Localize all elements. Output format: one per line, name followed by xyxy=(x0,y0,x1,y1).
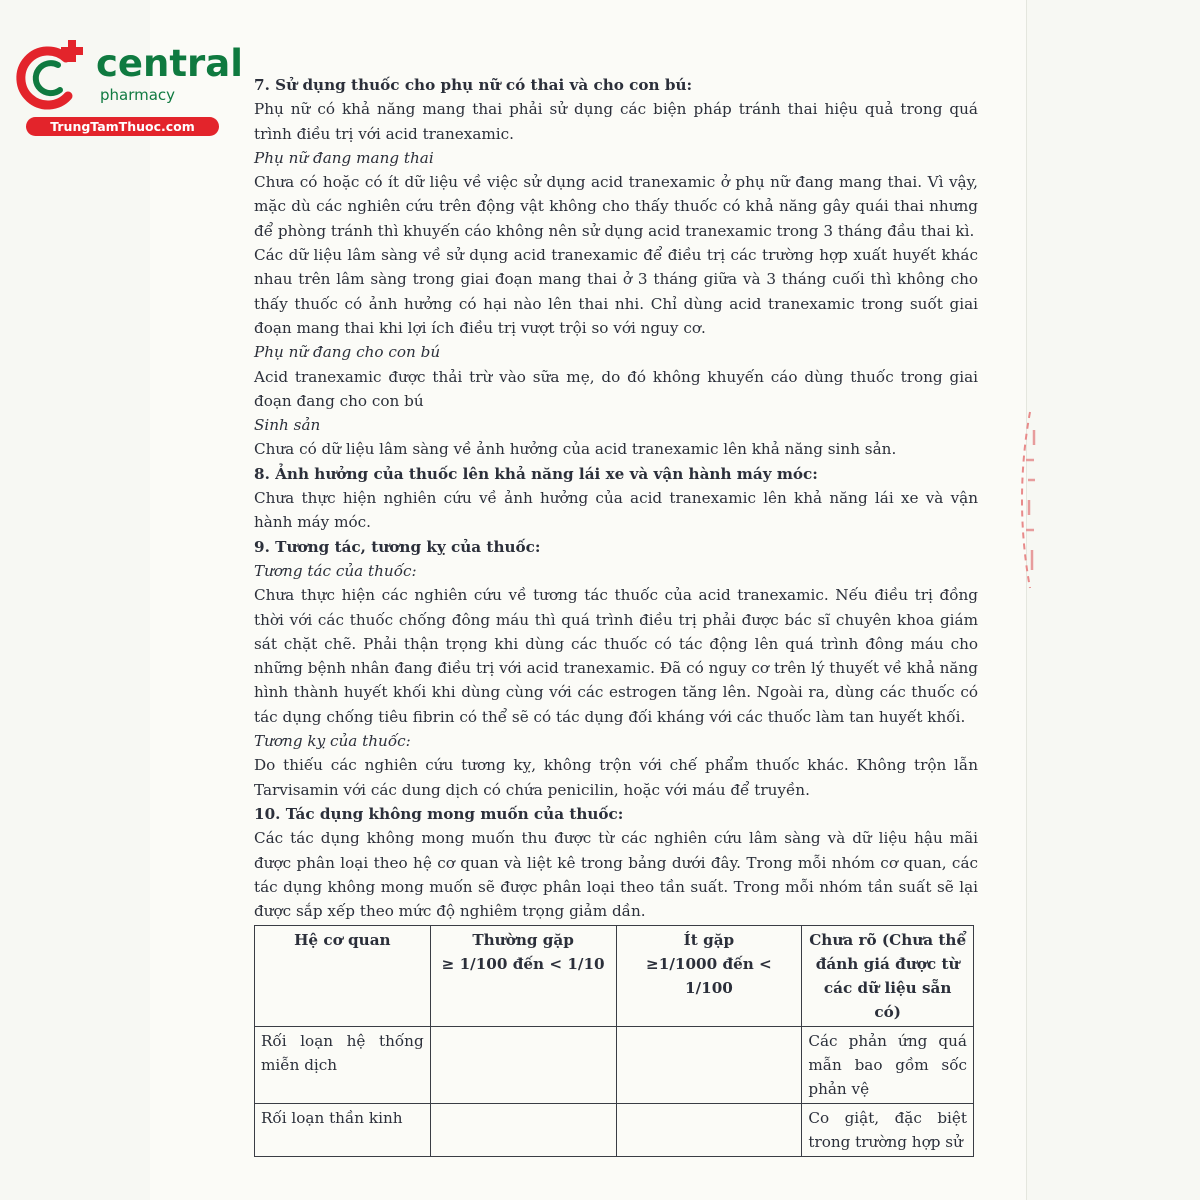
interaction-paragraph: Chưa thực hiện các nghiên cứu về tương tác thuốc của acid tranexamic. Nếu điều trị đồng thời với các thuốc chống đông máu thì quá trình điều trị phải được bác sĩ chuyên khoa giám sát chặt chẽ. Phải thận trọng khi dùng các thuốc có tác động lên quá trình đông máu cho những bệnh nhân đang điều trị với acid tranexamic. Đã có nguy cơ trên lý thuyết về khả năng hình thành huyết khối khi dùng cùng với các estrogen tăng lên. Ngoài ra, dùng các thuốc có tác dụng chống tiêu fibrin có thể sẽ có tác dụng đối kháng với các thuốc làm tan huyết khối. xyxy=(254,586,978,726)
section-9-heading: 9. Tương tác, tương kỵ của thuốc: xyxy=(254,537,541,556)
logo-name: central xyxy=(96,42,243,85)
table-cell: Các phản ứng quá mẫn bao gồm sốc phản vệ xyxy=(802,1027,974,1104)
nursing-subheading: Phụ nữ đang cho con bú xyxy=(254,343,441,362)
logo-url-badge[interactable]: TrungTamThuoc.com xyxy=(26,117,219,136)
pregnant-paragraph-2: Các dữ liệu lâm sàng về sử dụng acid tranexamic để điều trị các trường hợp xuất huyết khác nhau trên lâm sàng trong giai đoạn mang thai ở 3 tháng giữa và 3 tháng cuối thì không cho thấy thuốc có ảnh hưởng có hại nào lên thai nhi. Chỉ dùng acid tranexamic trong suốt giai đoạn mang thai khi lợi ích điều trị vượt trội so với nguy cơ. xyxy=(254,246,978,337)
table-row xyxy=(255,1104,974,1157)
table-cell xyxy=(430,1027,616,1104)
table-header-row xyxy=(255,926,974,1027)
table-cell xyxy=(616,1027,802,1104)
header-unknown: Chưa rõ (Chưa thể đánh giá được từ các dữ liệu sẵn có) xyxy=(802,926,974,1027)
table-cell: Co giật, đặc biệt trong trường hợp sử xyxy=(802,1104,974,1157)
pregnant-subheading: Phụ nữ đang mang thai xyxy=(254,148,434,167)
section-10-heading: 10. Tác dụng không mong muốn của thuốc: xyxy=(254,804,624,823)
incompatibility-subheading: Tương kỵ của thuốc: xyxy=(254,732,411,751)
header-organ-system: Hệ cơ quan xyxy=(255,926,431,1027)
table-cell: Rối loạn thần kinh xyxy=(255,1104,431,1157)
central-pharmacy-logo[interactable] xyxy=(10,38,243,138)
red-stamp-fragment xyxy=(1008,410,1038,590)
fertility-subheading: Sinh sản xyxy=(254,416,321,435)
section-10-paragraph: Các tác dụng không mong muốn thu được từ các nghiên cứu lâm sàng và dữ liệu hậu mãi được phân loại theo hệ cơ quan và liệt kê trong bảng dưới đây. Trong mỗi nhóm cơ quan, các tác dụng không mong muốn sẽ được phân loại theo tần suất. Trong mỗi nhóm tần suất sẽ lại được sắp xếp theo mức độ nghiêm trọng giảm dần. xyxy=(254,829,978,921)
nursing-paragraph: Acid tranexamic được thải trừ vào sữa mẹ, do đó không khuyến cáo dùng thuốc trong giai đoạn đang cho con bú xyxy=(254,367,978,410)
adverse-effects-table xyxy=(254,925,974,1157)
table-cell xyxy=(430,1104,616,1157)
pregnant-paragraph-1: Chưa có hoặc có ít dữ liệu về việc sử dụng acid tranexamic ở phụ nữ đang mang thai. Vì vậy, mặc dù các nghiên cứu trên động vật không cho thấy thuốc có khả năng gây quái thai nhưng để phòng tránh thì khuyến cáo không nên sử dụng acid tranexamic trong 3 tháng đầu thai kì. xyxy=(254,173,978,240)
fertility-paragraph: Chưa có dữ liệu lâm sàng về ảnh hưởng của acid tranexamic lên khả năng sinh sản. xyxy=(254,440,897,459)
header-common: Thường gặp ≥ 1/100 đến < 1/10 xyxy=(430,926,616,1027)
document-body xyxy=(254,73,978,1157)
incompatibility-paragraph: Do thiếu các nghiên cứu tương kỵ, không trộn với chế phẩm thuốc khác. Không trộn lẫn Tarvisamin với các dung dịch có chứa penicilin, hoặc với máu để truyền. xyxy=(254,756,978,799)
section-7-intro: Phụ nữ có khả năng mang thai phải sử dụng các biện pháp tránh thai hiệu quả trong quá trình điều trị với acid tranexamic. xyxy=(254,100,978,143)
section-7-heading: 7. Sử dụng thuốc cho phụ nữ có thai và cho con bú: xyxy=(254,76,693,94)
table-cell: Rối loạn hệ thống miễn dịch xyxy=(255,1027,431,1104)
table-cell xyxy=(616,1104,802,1157)
header-uncommon: Ít gặp ≥1/1000 đến < 1/100 xyxy=(616,926,802,1027)
interaction-subheading: Tương tác của thuốc: xyxy=(254,561,417,580)
section-8-heading: 8. Ảnh hưởng của thuốc lên khả năng lái xe và vận hành máy móc: xyxy=(254,464,818,483)
logo-subtitle: pharmacy xyxy=(100,86,176,104)
pharmacy-cross-icon xyxy=(10,38,88,116)
section-8-paragraph: Chưa thực hiện nghiên cứu về ảnh hưởng của acid tranexamic lên khả năng lái xe và vận hành máy móc. xyxy=(254,489,978,532)
table-row xyxy=(255,1027,974,1104)
